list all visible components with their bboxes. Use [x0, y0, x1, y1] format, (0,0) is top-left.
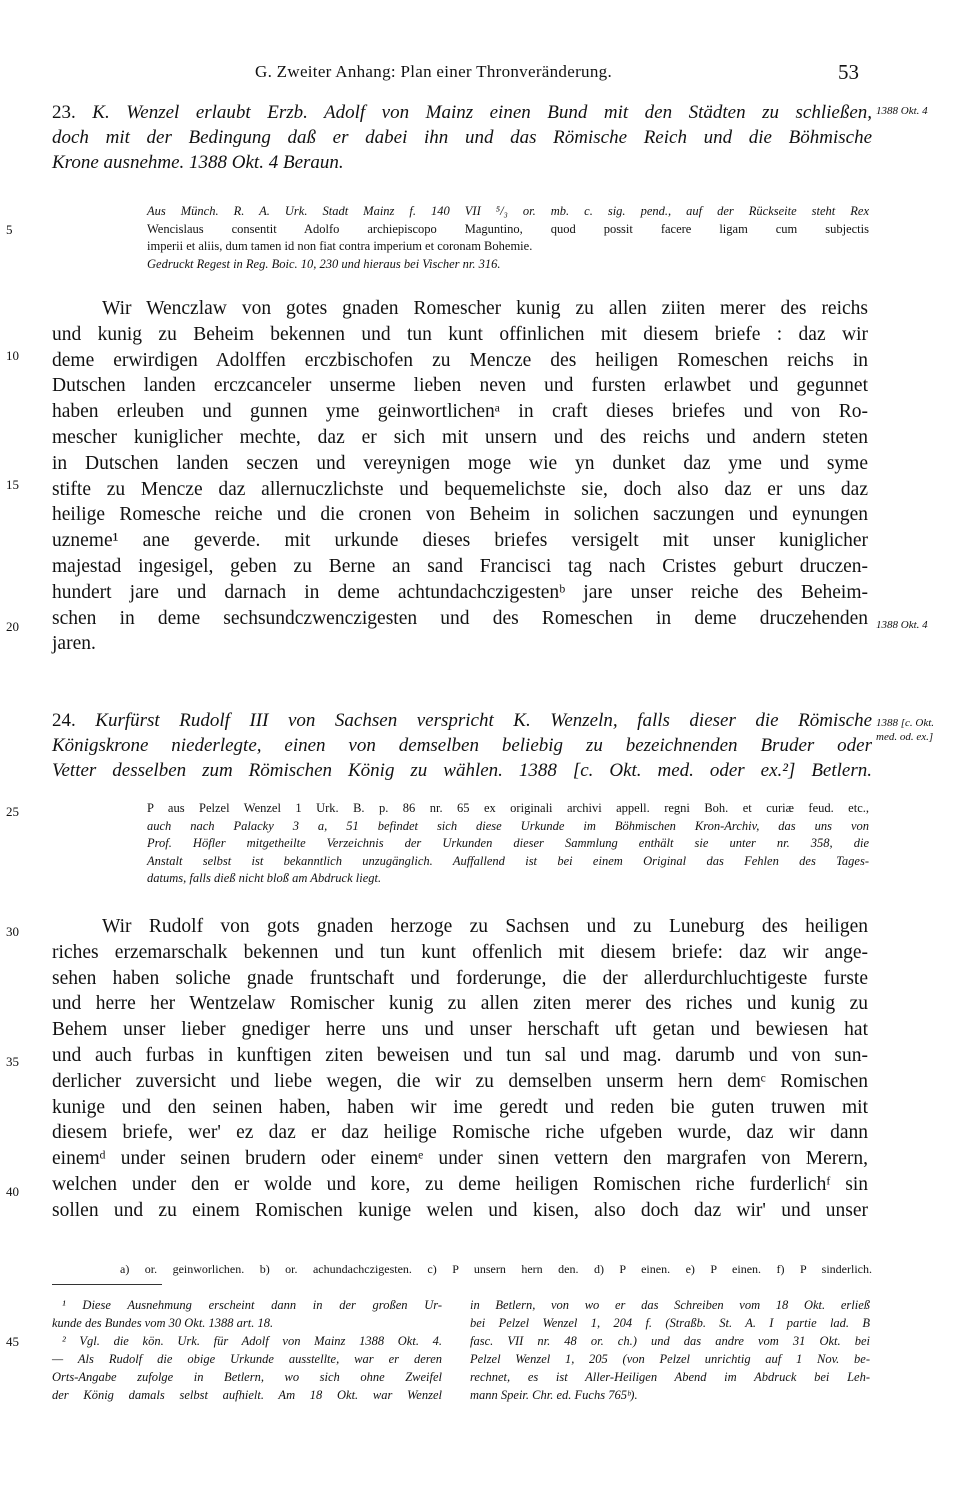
footnote-line: mann Speir. Chr. ed. Fuchs 765ᵇ). — [470, 1388, 638, 1402]
source-line: Gedruckt Regest in Reg. Boic. 10, 230 und hieraus bei Vischer nr. 316. — [147, 256, 501, 271]
entry-24-margin-date: 1388 [c. Okt. med. od. ex.] — [876, 717, 935, 743]
source-line: auch nach Palacky 3 a, 51 befindet sich diese Urkunde im Böhmischen Kron-Archiv, das uns von — [147, 818, 869, 833]
entry-24-title-line: Königskrone niederlegte, einen von demselben beliebig zu bezeichnenden Bruder oder — [52, 735, 872, 756]
footnote-line: Pelzel Wenzel 1, 205 (von Pelzel unrichtig auf 1 Nov. be- — [470, 1352, 870, 1366]
text-line: stifte zu Mencze daz allernuczlichste und bequemelichste sie, doch also daz er uns daz — [52, 478, 868, 500]
text-line: Dutschen landen erczcanceler unserme lieben neven und fursten erlawbet und gegunnet — [52, 375, 868, 397]
entry-24-title-line: Vetter desselben zum Römischen König zu wählen. 1388 [c. Okt. med. oder ex.²] Betlern. — [52, 760, 872, 781]
entry-23-title-line: Krone ausnehme. 1388 Okt. 4 Beraun. — [52, 152, 344, 173]
entry-23-heading — [52, 100, 872, 175]
footnote-line: ² Vgl. die kön. Urk. für Adolf von Mainz 1388 Okt. 4. — [62, 1334, 442, 1348]
entry-24-number: 24. — [52, 710, 76, 731]
text-line: und auch furbas in kunftigen ziten beweisen und tun sal und mag. darumb und von sun- — [52, 1044, 868, 1066]
line-number: 45 — [6, 1334, 19, 1349]
textual-variants: a) or. geinworlichen. b) or. achundachczigesten. c) P unsern hern den. d) P einen. e) P einen. f) P sinderlich. — [120, 1262, 872, 1276]
text-line: schen in deme sechsundczwenczigesten und des Romeschen in deme druczehenden — [52, 607, 868, 629]
entry-23-source-note — [147, 203, 869, 273]
footnote-rule — [52, 1284, 162, 1285]
text-line: einemᵈ under seinen brudern oder einemᵉ under sinen vettern den margrafen von Merern, — [52, 1148, 868, 1170]
footnote-line: kunde des Bundes vom 30 Okt. 1388 art. 18. — [52, 1316, 274, 1330]
source-line: P aus Pelzel Wenzel 1 Urk. B. p. 86 nr. 65 ex originali archivi appell. regni Boh. et curiæ feud. etc., — [147, 801, 869, 815]
text-line: derlicher zuversicht und liebe wegen, die wir zu demselben unserm hern demᶜ Romischen — [52, 1070, 868, 1092]
source-line: imperii et aliis, dum tamen id non fiat contra imperium et coronam Bohemie. — [147, 239, 533, 253]
running-header — [0, 62, 960, 90]
source-line: datums, falls dieß nicht bloß am Abdruck liegt. — [147, 871, 382, 885]
line-number: 40 — [6, 1184, 19, 1199]
source-line: Wencislaus consentit Adolfo archiepiscopo Maguntino, quod possit facere ligam cum subjectis — [147, 221, 869, 236]
text-line: deme erwirdigen Adolffen erczbischofen zu Mencze des heiligen Romeschen reichs in — [52, 349, 868, 371]
entry-24-charter-text — [52, 914, 868, 1224]
entry-24-title-line: Kurfürst Rudolf III von Sachsen verspricht K. Wenzeln, falls dieser die Römische — [95, 710, 873, 731]
line-number: 20 — [6, 619, 19, 634]
text-line: welchen under den er wolde und kore, zu deme heiligen Romischen riche furderlichᶠ sin — [52, 1173, 868, 1195]
text-line: hundert jare und darnach in deme achtundachczigestenᵇ jare unser reiche des Beheim- — [52, 581, 868, 603]
source-line: Prof. Höfler mitgetheilte Verzeichnis der Urkunden dieser Sammlung enthält sie unter nr. 358, die — [147, 836, 869, 850]
source-line: Anstalt selbst ist bekanntlich unzugänglich. Auffallend ist bei einem Original das Fehlen des Tages- — [147, 853, 869, 868]
text-line: Wir Rudolf von gots gnaden herzoge zu Sachsen und zu Luneburg des heiligen — [102, 916, 868, 937]
entry-23-margin-date: 1388 Okt. 4 — [876, 105, 928, 117]
line-number: 5 — [6, 222, 13, 237]
entry-24-heading — [52, 708, 872, 783]
text-line: und herre her Wentzelaw Romischer kunig zu allen ziten merer des riches und kunig zu — [52, 993, 868, 1015]
footnote-line: rechnet, es ist Aller-Heiligen Abend im Abdruck bei Leh- — [470, 1370, 870, 1384]
text-line: jaren. — [52, 633, 96, 655]
footnote-line: in Betlern, von wo er das Schreiben vom 18 Okt. erließ — [470, 1298, 870, 1312]
footnotes-right-column — [470, 1296, 870, 1404]
entry-23-charter-text — [52, 296, 868, 657]
text-line: haben erleuben und gunnen yme geinwortlichenᵃ in craft dieses briefes und von Ro- — [52, 401, 868, 423]
line-number: 10 — [6, 348, 19, 363]
text-line: sollen und zu einem Romischen kunige welen und kisen, also doch daz wir' und unser — [52, 1199, 868, 1221]
text-line: in Dutschen landen seczen und vereynigen moge wie yn dunket daz yme und syme — [52, 452, 868, 474]
text-line: heilige Romesche reiche und die cronen von Beheim in solichen saczungen und eynungen — [52, 504, 868, 526]
entry-23-number: 23. — [52, 102, 76, 123]
entry-23-end-margin-date: 1388 Okt. 4 — [876, 619, 928, 631]
page-number: 53 — [838, 60, 859, 84]
source-line: Aus Münch. R. A. Urk. Stadt Mainz f. 140 VII ⁵/₃ or. mb. c. sig. pend., auf der Rückseite steht Rex — [147, 204, 869, 218]
text-line: majestad ingesigel, geben zu Berne an sand Francisci tag nach Cristes geburt druczen- — [52, 555, 868, 577]
text-line: uzneme¹ ane geverde. mit urkunde dieses briefes versigelt mit unser kuniglicher — [52, 530, 868, 552]
text-line: mescher kuniglicher mechte, daz er sich mit unsern und des reichs und andern steten — [52, 426, 868, 448]
footnotes-left-column — [52, 1296, 442, 1404]
text-line: Wir Wenczlaw von gotes gnaden Romescher kunig zu allen ziiten merer des reichs — [102, 298, 868, 319]
footnote-line: ¹ Diese Ausnehmung erscheint dann in der großen Ur- — [62, 1298, 442, 1312]
running-title: G. Zweiter Anhang: Plan einer Thronveränderung. — [255, 62, 612, 81]
text-line: diesem briefe, wer' ez daz er daz heilige Romische riche ufgeben wurde, daz wir dann — [52, 1122, 868, 1144]
footnote-line: bei Pelzel Wenzel 1, 204 f. (Straßb. St. A. I partie lad. B — [470, 1316, 870, 1330]
text-line: sehen haben soliche gnade fruntschaft und forderunge, die der allerdurchluchtigeste furste — [52, 967, 868, 989]
text-line: kunige und den seinen haben, haben wir ime geredt und reden bie guten truwen mit — [52, 1096, 868, 1118]
footnote-line: Orts-Angabe zufolge in Betlern, wo sich ohne Zweifel — [52, 1370, 442, 1384]
line-number: 25 — [6, 804, 19, 819]
entry-24-source-note — [147, 800, 869, 888]
text-line: riches erzemarschalk bekennen und tun kunt offenlich mit diesem briefe: daz wir ange- — [52, 941, 868, 963]
line-number: 30 — [6, 924, 19, 939]
line-number: 15 — [6, 477, 19, 492]
footnote-line: fasc. VII nr. 48 or. ch.) und das andre vom 31 Okt. bei — [470, 1334, 870, 1348]
entry-23-title-line: K. Wenzel erlaubt Erzb. Adolf von Mainz einen Bund mit den Städten zu schließen, — [92, 102, 872, 123]
entry-23-title-line: doch mit der Bedingung daß er dabei ihn und das Römische Reich und die Böhmische — [52, 127, 872, 148]
footnote-line: — Als Rudolf die obige Urkunde ausstellte, war er deren — [52, 1352, 442, 1366]
text-line: und kunig zu Beheim bekennen und tun kunt offinlichen mit diesem briefe : daz wir — [52, 323, 868, 345]
text-line: Behem unser lieber gnediger herre uns und unser herschaft uft getan und bewiesen hat — [52, 1019, 868, 1041]
line-number: 35 — [6, 1054, 19, 1069]
footnote-line: der König damals selbst aufhielt. Am 18 Okt. war Wenzel — [52, 1388, 442, 1402]
